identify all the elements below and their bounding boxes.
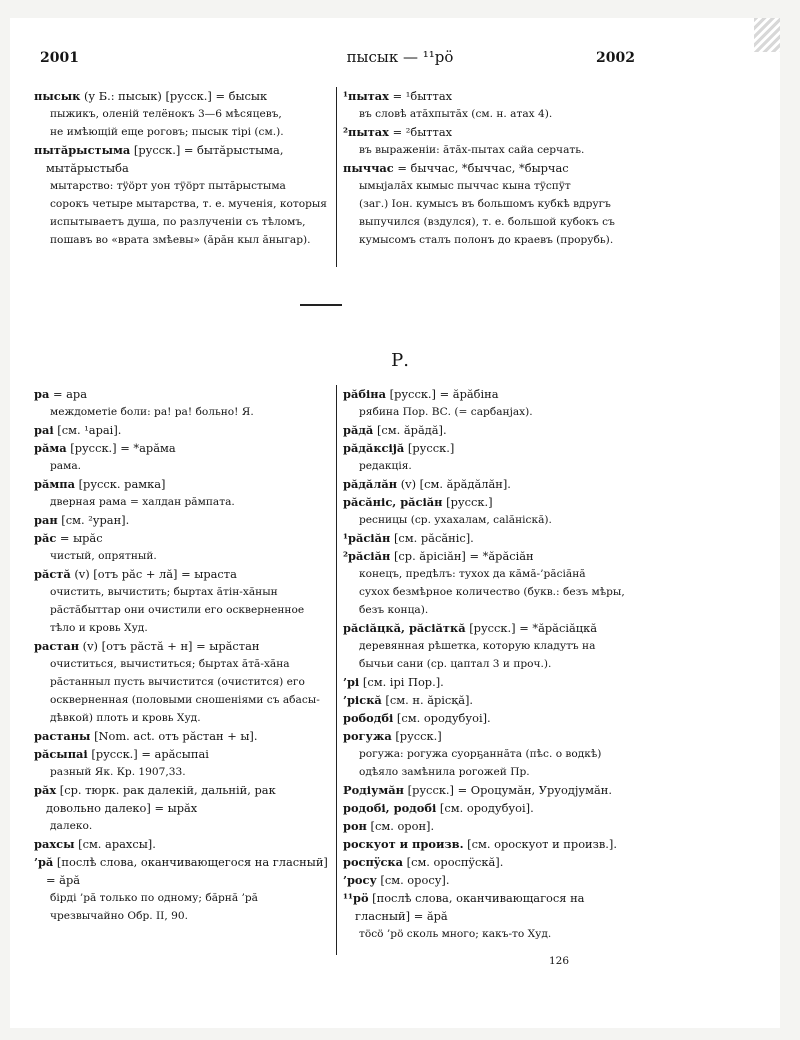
dictionary-entry [34,565,330,637]
entry-gloss: тöсö ’рö сколь много; какъ-то Худ. [359,928,552,940]
dictionary-entry [34,835,330,853]
entry-headword: рăдăлăн [343,477,398,491]
entry-gloss: редакція. [359,460,412,472]
entry-headword: рăбіна [343,387,386,401]
entry-definition: (v) [отъ рăс + лă] = ыраста [70,567,237,581]
entry-definition: [Nom. act. отъ рăстан + ы]. [90,729,258,743]
dictionary-entry [343,709,643,727]
entry-headword: ран [34,513,58,527]
entry-definition: [русск.] = арăсыпаі [87,747,209,761]
entry-definition: [см. орон]. [366,819,435,833]
entry-definition: [русск.] = Ороцумăн, Уруодјумăн. [404,783,612,797]
entry-definition: [ср. ăрісіăн] = *ăрăсіăн [390,549,534,563]
entry-headword: рăс [34,531,57,545]
entry-headword: ’рі [343,675,360,689]
top-right-column [343,87,643,249]
entry-definition: [ср. тюрк. рак далекій, дальній, рак довольно далеко] = ырăх [46,783,276,815]
entry-gloss: далеко. [50,820,93,832]
entry-headword: пысык [34,89,81,103]
dictionary-entry [343,619,643,673]
entry-headword: рăдăксіјă [343,441,405,455]
footer-page-number: 126 [549,955,570,967]
entry-definition: = ара [49,387,88,401]
entry-gloss: деревянная рѣшетка, которую кладутъ на [359,640,596,652]
dictionary-entry [343,421,643,439]
dictionary-entry [343,799,643,817]
entry-headword: родобі, родобі [343,801,437,815]
dictionary-entry [34,87,330,141]
entry-headword: роскуот и произв. [343,837,464,851]
entry-definition: [см. н. ăрісқă]. [381,693,474,707]
left-page-number: 2001 [40,50,79,66]
scan-corner-mark [754,18,780,52]
entry-definition: [русск.] = *ăрăсіăцкă [465,621,598,635]
entry-headword: пыччас [343,161,394,175]
entry-definition: = ¹быттах [388,89,453,103]
entry-gloss: рăстанныл пусть вычистится (очистится) его оскверненная (половыми сношеніями съ абасы-дѣвкой) плоть и кровь Худ. [50,676,320,724]
entry-gloss: рогужа: рогужа суорҕаннăта (пѣс. о водкѣ) [359,748,602,760]
dictionary-entry [34,439,330,475]
entry-definition: [см. ²уран]. [57,513,130,527]
dictionary-entry [343,159,643,249]
entry-definition: [послѣ слова, оканчивающагося на гласный] = ăрă [355,891,585,923]
entry-headword: рăсăніс, рăсіăн [343,495,443,509]
entry-headword: ¹рăсіăн [343,531,391,545]
entry-definition: [см. ороскуот и произв.]. [463,837,617,851]
entry-definition: = ырăс [56,531,103,545]
dictionary-entry [34,141,330,249]
dictionary-entry [343,871,643,889]
bottom-right-column [343,385,643,943]
top-left-column [34,87,330,249]
entry-gloss: сорокъ четыре мытарства, т. е. мученія, которыя испытываетъ душа, по разлученіи съ тѣломъ, пошавъ во «врата змѣевы» (ăрăн кыл ăныгар). [50,198,327,246]
entry-headword: роспÿска [343,855,403,869]
dictionary-entry [34,529,330,565]
entry-headword: ’ріскă [343,693,382,707]
dictionary-entry [343,493,643,529]
right-page-number: 2002 [596,50,635,66]
entry-gloss: конецъ, предѣлъ: тухох да кăмă-’рăсіăнă [359,568,586,580]
entry-headword: рахсы [34,837,75,851]
entry-definition: (v) [отъ рăстă + н] = ырăстан [79,639,260,653]
dictionary-entry [34,781,330,835]
entry-headword: растан [34,639,80,653]
entry-definition: [см. ороспÿскă]. [403,855,504,869]
dictionary-entry [34,727,330,745]
entry-gloss: очистить, вычистить; быртах ăтін-хăнын [50,586,278,598]
dictionary-entry [343,853,643,871]
entry-definition: [см. ірі Пор.]. [359,675,444,689]
entry-definition: = быччас, *быччас, *бырчас [393,161,569,175]
entry-headword: ра [34,387,50,401]
dictionary-entry [34,421,330,439]
entry-definition: [русск.] = *арăма [66,441,176,455]
dictionary-entry [343,727,643,781]
entry-headword: рогужа [343,729,392,743]
entry-headword: ²пытах [343,125,389,139]
entry-gloss: ресницы (ср. ухахалам, саlăніскă). [359,514,552,526]
entry-definition: [русск.] [404,441,455,455]
entry-definition: [см. арахсы]. [74,837,156,851]
entry-gloss: бычьи сани (ср. цаптал 3 и проч.). [359,658,552,670]
entry-definition: [русск. рамка] [74,477,166,491]
entry-gloss: (заг.) Іон. кумысъ въ большомъ кубкѣ вдругъ выпучился (вздулся), т. е. большой кубокъ съ кумысомъ сталъ полонъ до краевъ (прорубь). [359,198,615,246]
entry-headword: растаны [34,729,91,743]
entry-gloss: въ словѣ атăхпытăх (см. н. атах 4). [359,108,553,120]
dictionary-entry [343,889,643,943]
dictionary-entry [34,637,330,727]
bottom-left-column [34,385,330,925]
entry-gloss: одѣяло замѣнила рогожей Пр. [359,766,530,778]
dictionary-entry [343,439,643,475]
entry-definition: = ²быттах [388,125,453,139]
dictionary-entry [34,475,330,511]
dictionary-entry [343,817,643,835]
entry-definition: [русск.] [442,495,493,509]
entry-gloss: въ выраженіи: ăтăх-пытах сайа серчать. [359,144,585,156]
entry-gloss: ымыјалăх кымыс пыччас кына тÿспÿт [359,180,571,192]
running-title: пысык — ¹¹рö [346,48,454,66]
entry-gloss: дверная рама = халдан рăмпата. [50,496,235,508]
entry-gloss: рăстăбыттар они очистили его оскверненное тѣло и кровь Худ. [50,604,305,634]
entry-gloss: очиститься, вычиститься; быртах ăтă-хăна [50,658,290,670]
entry-gloss: чистый, опрятный. [50,550,157,562]
dictionary-entry [343,691,643,709]
dictionary-entry [343,529,643,547]
dictionary-entry [343,547,643,619]
entry-gloss: сухох безмѣрное количество (букв.: безъ мѣры, безъ конца). [359,586,625,616]
entry-gloss: разный Як. Кр. 1907,33. [50,766,186,778]
entry-definition: (у Б.: пысык) [русск.] = бысык [80,89,268,103]
dictionary-entry [34,511,330,529]
top-column-divider [336,87,337,267]
entry-headword: рăстă [34,567,71,581]
entry-headword: рободбі [343,711,394,725]
entry-definition: [см. рăсăніс]. [390,531,474,545]
entry-definition: (v) [см. ăрăдăлăн]. [397,477,511,491]
dictionary-entry [34,745,330,781]
entry-definition: [см. ăрăдă]. [373,423,447,437]
entry-headword: ’рă [34,855,54,869]
entry-gloss: рябина Пор. ВС. (= сарбанјах). [359,406,533,418]
dictionary-entry [343,673,643,691]
dictionary-entry [343,475,643,493]
entry-gloss: междометіе боли: ра! ра! больно! Я. [50,406,254,418]
entry-definition: [см. ородубуоі]. [393,711,491,725]
section-heading: Р. [391,350,409,371]
entry-headword: рăсіăцкă, рăсіăткă [343,621,466,635]
dictionary-entry [34,385,330,421]
entry-definition: [послѣ слова, оканчивающегося на гласный] = ăрă [46,855,328,887]
entry-gloss: бірді ’рă только по одному; бăрнă ’рă чрезвычайно Обр. II, 90. [50,892,259,922]
entry-headword: рăмпа [34,477,75,491]
entry-definition: [см. ородубуоі]. [436,801,534,815]
dictionary-entry [343,835,643,853]
dictionary-entry [343,781,643,799]
entry-headword: ¹пытах [343,89,389,103]
entry-headword: рăма [34,441,67,455]
section-divider [300,304,342,306]
entry-definition: [см. оросу]. [376,873,450,887]
entry-headword: рăх [34,783,57,797]
entry-definition: [русск.] = ăрăбіна [386,387,499,401]
entry-headword: рăсыпаі [34,747,88,761]
bottom-column-divider [336,385,337,955]
dictionary-entry [34,853,330,925]
entry-headword: раі [34,423,54,437]
entry-gloss: не имѣющій еще роговъ; пысык тірі (см.). [50,126,284,138]
entry-headword: рон [343,819,367,833]
dictionary-entry [343,385,643,421]
entry-gloss: рама. [50,460,82,472]
entry-definition: [русск.] = бытăрыстыма, мытăрыстыба [46,143,284,175]
entry-headword: Родіумăн [343,783,404,797]
entry-headword: рăдă [343,423,374,437]
entry-gloss: мытарство: тÿöрт уон тÿöрт пытăрыстыма [50,180,286,192]
dictionary-entry [343,87,643,123]
entry-headword: ’росу [343,873,377,887]
dictionary-entry [343,123,643,159]
entry-definition: [см. ¹араі]. [53,423,122,437]
entry-headword: ¹¹рö [343,891,369,905]
entry-headword: пытăрыстыма [34,143,131,157]
entry-gloss: пыжикъ, оленій телёнокъ 3—6 мѣсяцевъ, [50,108,282,120]
entry-headword: ²рăсіăн [343,549,391,563]
entry-definition: [русск.] [391,729,442,743]
